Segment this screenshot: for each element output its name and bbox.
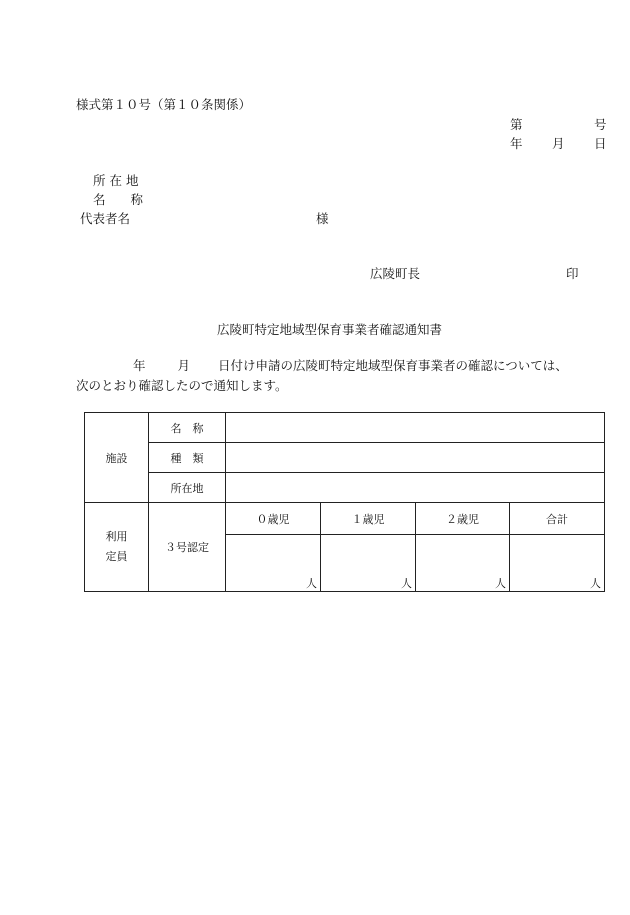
- facility-type-label: 種 類: [149, 443, 226, 473]
- column-header-age0: ０歳児: [226, 503, 321, 535]
- body-text-line2: 次のとおり確認したので通知します。: [76, 378, 288, 393]
- capacity-label-line2: 定員: [105, 550, 128, 563]
- facility-table: [84, 412, 605, 592]
- column-header-age1: １歳児: [321, 503, 416, 535]
- doc-number-suffix: 号: [594, 117, 607, 132]
- facility-location-value: [226, 473, 605, 503]
- address-label: 所 在 地: [93, 173, 139, 188]
- body-text-line1: 日付け申請の広陵町特定地域型保育事業者の確認については、: [218, 358, 568, 373]
- body-paragraph: [76, 356, 606, 396]
- unit-label: 人: [590, 577, 601, 590]
- unit-label: 人: [401, 577, 412, 590]
- facility-location-label: 所在地: [149, 473, 226, 503]
- capacity-cell-age0: [226, 535, 321, 592]
- facility-name-value: [226, 413, 605, 443]
- body-year: 年: [133, 358, 146, 373]
- unit-label: 人: [306, 577, 317, 590]
- column-header-total: 合計: [510, 503, 605, 535]
- capacity-cell-age1: [321, 535, 416, 592]
- date-year: 年: [510, 136, 523, 151]
- honorific: 様: [316, 211, 329, 226]
- column-header-age2: ２歳児: [416, 503, 510, 535]
- seal-mark: 印: [566, 266, 579, 281]
- issuer-title: 広陵町長: [370, 266, 421, 281]
- representative-label: 代表者名: [80, 211, 131, 226]
- doc-number-prefix: 第: [510, 117, 523, 132]
- capacity-label-line1: 利用: [105, 530, 128, 543]
- body-month: 月: [177, 358, 191, 373]
- certification-label: ３号認定: [149, 503, 226, 592]
- capacity-label: [85, 503, 149, 592]
- unit-label: 人: [495, 577, 506, 590]
- name-label: 名 称: [93, 192, 144, 207]
- capacity-cell-age2: [416, 535, 510, 592]
- date-day: 日: [594, 136, 607, 151]
- facility-name-label: 名 称: [149, 413, 226, 443]
- facility-type-value: [226, 443, 605, 473]
- facility-label: 施設: [85, 413, 149, 503]
- document-title: 広陵町特定地域型保育事業者確認通知書: [217, 322, 443, 337]
- form-number: 様式第１０号（第１０条関係）: [76, 97, 252, 112]
- capacity-cell-total: [510, 535, 605, 592]
- date-month: 月: [552, 136, 565, 151]
